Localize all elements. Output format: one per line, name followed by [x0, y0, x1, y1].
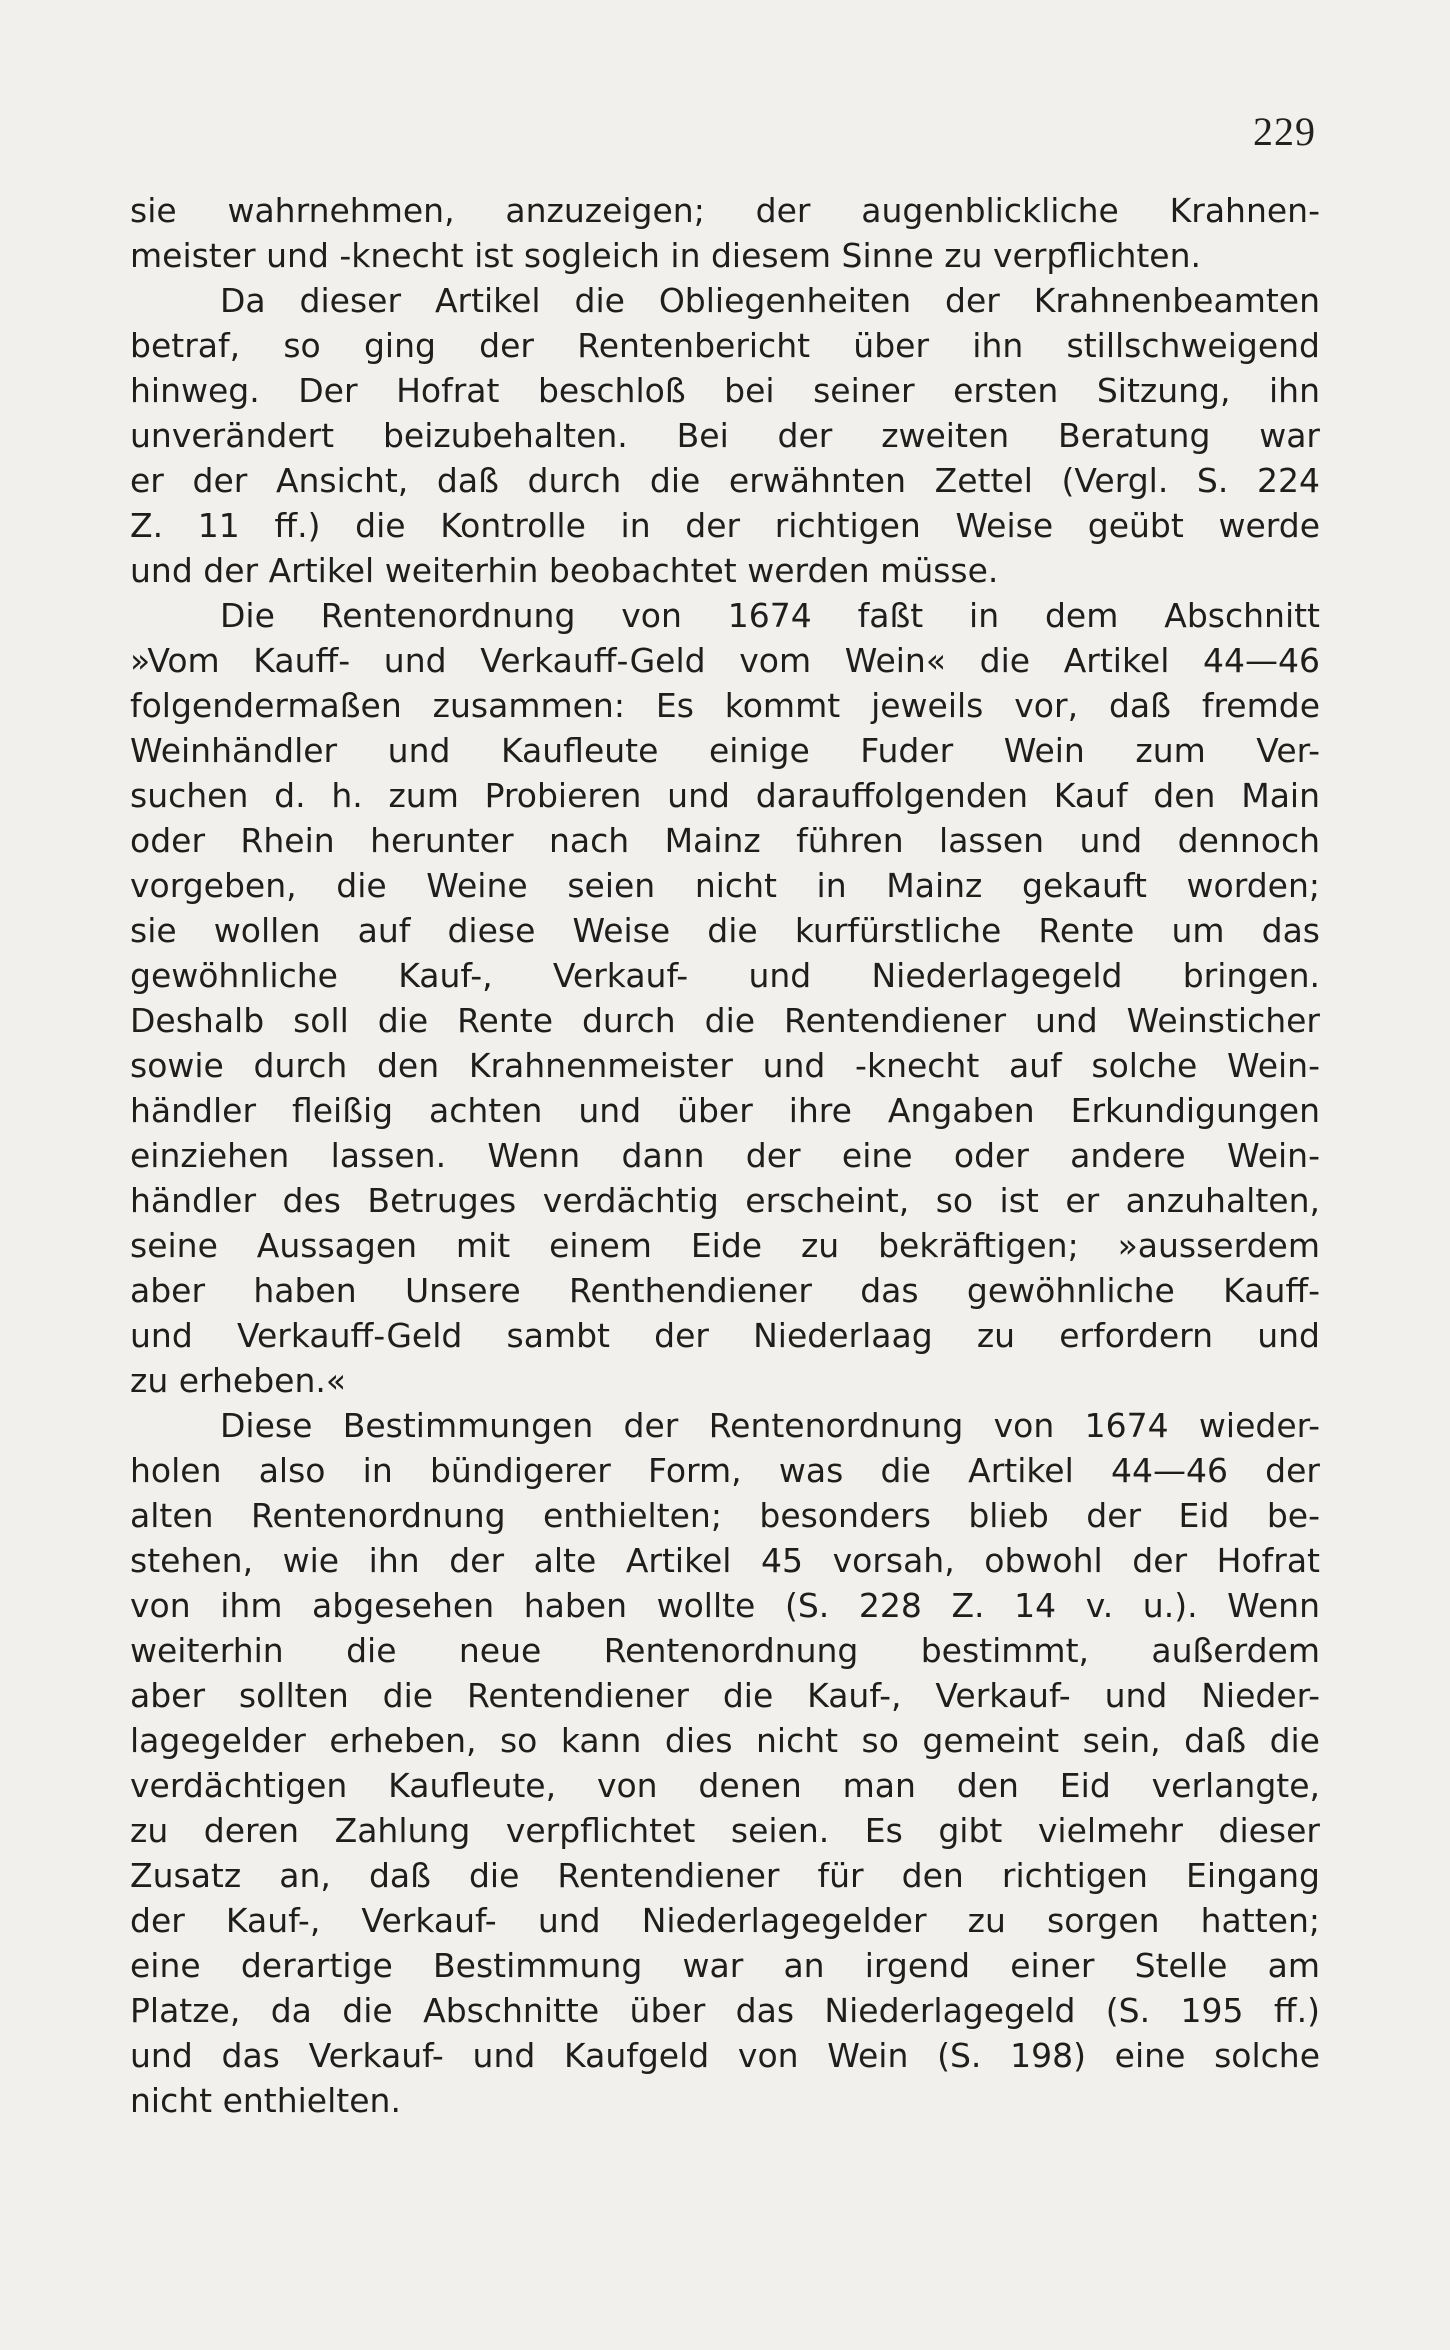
text-line: unverändert beizubehalten. Bei der zweiten Beratung war — [130, 416, 1320, 455]
text-line: und der Artikel weiterhin beobachtet werden müsse. — [130, 551, 999, 590]
text-line: einziehen lassen. Wenn dann der eine oder andere Wein- — [130, 1136, 1320, 1175]
text-line: Da dieser Artikel die Obliegenheiten der Krahnenbeamten — [220, 281, 1320, 320]
body-text — [130, 188, 1320, 2123]
text-line: Deshalb soll die Rente durch die Rentendiener und Weinsticher — [130, 1001, 1320, 1040]
page-number: 229 — [1253, 109, 1316, 154]
text-line: folgendermaßen zusammen: Es kommt jeweils vor, daß fremde — [130, 686, 1320, 725]
text-line: »Vom Kauff- und Verkauff-Geld vom Wein« die Artikel 44—46 — [130, 641, 1320, 680]
text-line: Z. 11 ff.) die Kontrolle in der richtigen Weise geübt werde — [130, 506, 1320, 545]
text-line: und Verkauff-Geld sambt der Niederlaag zu erfordern und — [130, 1316, 1320, 1355]
text-line: stehen, wie ihn der alte Artikel 45 vorsah, obwohl der Hofrat — [130, 1541, 1320, 1580]
text-line: suchen d. h. zum Probieren und darauffolgenden Kauf den Main — [130, 776, 1320, 815]
text-line: sie wahrnehmen, anzuzeigen; der augenblickliche Krahnen- — [130, 191, 1320, 230]
text-line: Zusatz an, daß die Rentendiener für den richtigen Eingang — [130, 1856, 1320, 1895]
text-line: seine Aussagen mit einem Eide zu bekräftigen; »ausserdem — [130, 1226, 1320, 1265]
text-line: Die Rentenordnung von 1674 faßt in dem Abschnitt — [220, 596, 1320, 635]
text-line: meister und -knecht ist sogleich in diesem Sinne zu verpflichten. — [130, 236, 1202, 275]
text-line: gewöhnliche Kauf-, Verkauf- und Niederlagegeld bringen. — [130, 956, 1320, 995]
text-line: oder Rhein herunter nach Mainz führen lassen und dennoch — [130, 821, 1320, 860]
text-line: und das Verkauf- und Kaufgeld von Wein (S. 198) eine solche — [130, 2036, 1320, 2075]
text-line: aber sollten die Rentendiener die Kauf-, Verkauf- und Nieder- — [130, 1676, 1320, 1715]
text-line: lagegelder erheben, so kann dies nicht so gemeint sein, daß die — [130, 1721, 1320, 1760]
text-line: zu deren Zahlung verpflichtet seien. Es gibt vielmehr dieser — [130, 1811, 1320, 1850]
text-line: er der Ansicht, daß durch die erwähnten Zettel (Vergl. S. 224 — [130, 461, 1320, 500]
text-line: vorgeben, die Weine seien nicht in Mainz gekauft worden; — [130, 866, 1320, 905]
text-line: holen also in bündigerer Form, was die Artikel 44—46 der — [130, 1451, 1320, 1490]
text-line: Diese Bestimmungen der Rentenordnung von 1674 wieder- — [220, 1406, 1320, 1445]
text-line: sowie durch den Krahnenmeister und -knecht auf solche Wein- — [130, 1046, 1320, 1085]
text-line: händler des Betruges verdächtig erscheint, so ist er anzuhalten, — [130, 1181, 1320, 1220]
text-line: der Kauf-, Verkauf- und Niederlagegelder zu sorgen hatten; — [130, 1901, 1320, 1940]
text-line: betraf, so ging der Rentenbericht über ihn stillschweigend — [130, 326, 1320, 365]
text-line: weiterhin die neue Rentenordnung bestimmt, außerdem — [130, 1631, 1320, 1670]
text-line: eine derartige Bestimmung war an irgend einer Stelle am — [130, 1946, 1320, 1985]
text-line: alten Rentenordnung enthielten; besonders blieb der Eid be- — [130, 1496, 1320, 1535]
text-line: sie wollen auf diese Weise die kurfürstliche Rente um das — [130, 911, 1320, 950]
text-line: verdächtigen Kaufleute, von denen man den Eid verlangte, — [130, 1766, 1320, 1805]
text-line: hinweg. Der Hofrat beschloß bei seiner ersten Sitzung, ihn — [130, 371, 1320, 410]
text-line: Weinhändler und Kaufleute einige Fuder Wein zum Ver- — [130, 731, 1320, 770]
text-line: Platze, da die Abschnitte über das Niederlagegeld (S. 195 ff.) — [130, 1991, 1320, 2030]
text-line: aber haben Unsere Renthendiener das gewöhnliche Kauff- — [130, 1271, 1320, 1310]
text-line: händler fleißig achten und über ihre Angaben Erkundigungen — [130, 1091, 1320, 1130]
text-line: zu erheben.« — [130, 1361, 347, 1400]
text-line: von ihm abgesehen haben wollte (S. 228 Z. 14 v. u.). Wenn — [130, 1586, 1320, 1625]
text-line: nicht enthielten. — [130, 2081, 401, 2120]
